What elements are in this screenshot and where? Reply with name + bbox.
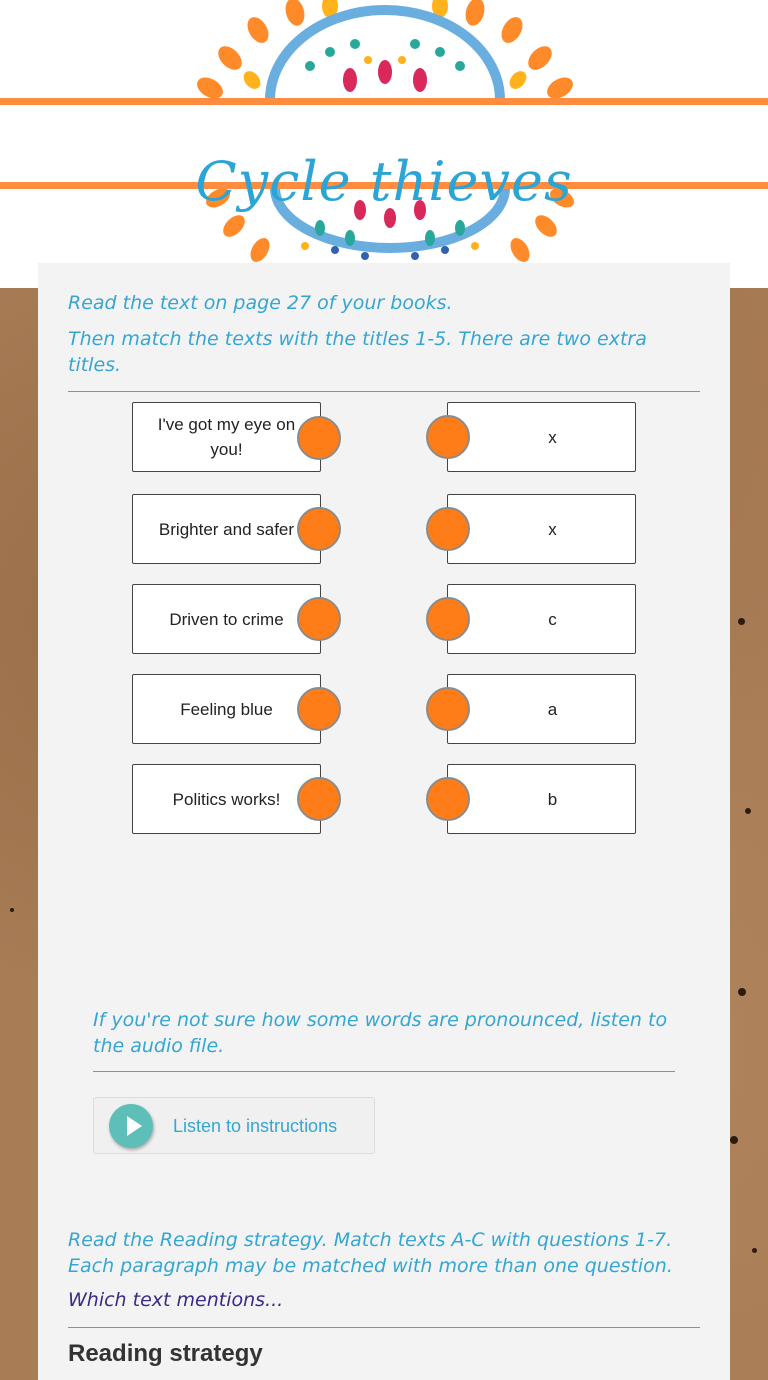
- reading-instruction: Read the Reading strategy. Match texts A-C with questions 1-7. Each paragraph may be matched with more than one question.: [68, 1229, 673, 1277]
- match-left-label: Politics works!: [172, 789, 281, 809]
- match-connector-dot[interactable]: [426, 777, 470, 821]
- match-connector-dot[interactable]: [426, 507, 470, 551]
- match-left-label: I've got my eye on you!: [157, 415, 296, 459]
- orange-stripe-top: [0, 98, 768, 105]
- match-left-label: Brighter and safer: [158, 519, 295, 539]
- match-connector-dot[interactable]: [297, 597, 341, 641]
- match-left-item[interactable]: [132, 764, 321, 834]
- match-right-label: b: [547, 789, 558, 809]
- subheading: Which text mentions...: [68, 1289, 284, 1311]
- section-heading: Reading strategy: [68, 1340, 263, 1367]
- match-connector-dot[interactable]: [426, 415, 470, 459]
- instruction-line-2: Then match the texts with the titles 1-5. There are two extra titles.: [68, 328, 647, 376]
- play-icon: [127, 1116, 142, 1136]
- match-right-label: a: [547, 699, 558, 719]
- match-left-label: Feeling blue: [180, 699, 273, 719]
- match-right-label: x: [548, 519, 557, 539]
- match-right-item[interactable]: [447, 674, 636, 744]
- match-connector-dot[interactable]: [297, 777, 341, 821]
- match-right-item[interactable]: [447, 494, 636, 564]
- match-left-item[interactable]: [132, 494, 321, 564]
- match-right-item[interactable]: [447, 584, 636, 654]
- divider: [68, 391, 700, 392]
- match-connector-dot[interactable]: [426, 597, 470, 641]
- match-right-item[interactable]: [447, 402, 636, 472]
- match-connector-dot[interactable]: [297, 687, 341, 731]
- play-button[interactable]: [109, 1104, 153, 1148]
- audio-label[interactable]: Listen to instructions: [173, 1116, 338, 1136]
- match-connector-dot[interactable]: [426, 687, 470, 731]
- match-right-item[interactable]: [447, 764, 636, 834]
- page-title: Cycle thieves: [195, 150, 573, 213]
- divider: [68, 1327, 700, 1328]
- mandala-top-decoration: [190, 0, 580, 100]
- match-left-item[interactable]: [132, 674, 321, 744]
- match-right-label: c: [548, 609, 557, 629]
- audio-instruction: If you're not sure how some words are pronounced, listen to the audio file.: [93, 1009, 668, 1057]
- match-left-item[interactable]: [132, 584, 321, 654]
- match-left-item[interactable]: [132, 402, 321, 472]
- header-banner: [0, 0, 768, 288]
- match-connector-dot[interactable]: [297, 507, 341, 551]
- instruction-line-1: Read the text on page 27 of your books.: [68, 292, 453, 314]
- match-right-label: x: [548, 427, 557, 447]
- audio-player[interactable]: [93, 1097, 375, 1154]
- match-connector-dot[interactable]: [297, 416, 341, 460]
- divider: [93, 1071, 675, 1072]
- match-left-label: Driven to crime: [169, 609, 284, 629]
